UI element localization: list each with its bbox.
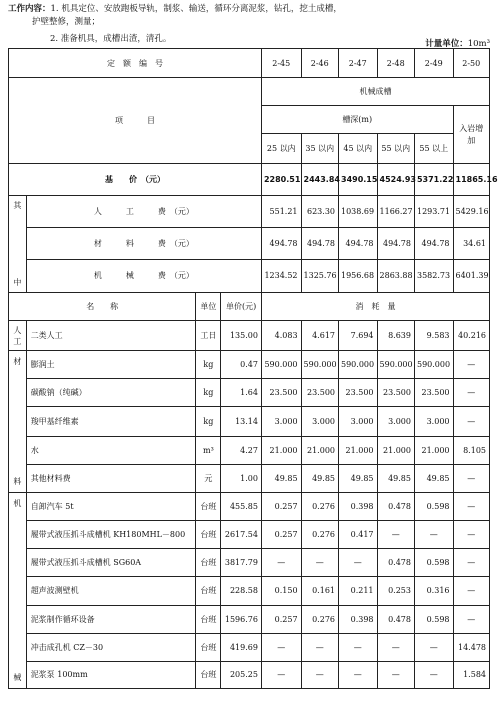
resource-name: 超声波测壁机 bbox=[26, 577, 196, 605]
resource-price: 3817.79 bbox=[221, 549, 262, 577]
category-label bbox=[9, 321, 27, 351]
price-column-header: 单价(元) bbox=[221, 293, 262, 321]
depth-range: 45 以内 bbox=[339, 134, 378, 164]
cost-value: 494.78 bbox=[377, 227, 414, 259]
resource-unit: 台班 bbox=[196, 493, 221, 521]
consumption-value: 0.398 bbox=[339, 605, 378, 633]
consumption-value: — bbox=[453, 379, 490, 407]
consumption-value: 23.500 bbox=[301, 379, 338, 407]
consumption-value: 49.85 bbox=[339, 464, 378, 492]
cost-row-material bbox=[9, 227, 490, 259]
rock-label: 入岩增加 bbox=[453, 106, 490, 164]
resource-name: 泥浆制作循环设备 bbox=[26, 605, 196, 633]
consumption-value: — bbox=[377, 521, 414, 549]
resource-price: 13.14 bbox=[221, 407, 262, 436]
consumption-value: 23.500 bbox=[261, 379, 301, 407]
consumption-value: 21.000 bbox=[261, 436, 301, 464]
consumption-value: — bbox=[414, 633, 453, 661]
cost-value: 494.78 bbox=[339, 227, 378, 259]
consumption-value: 3.000 bbox=[301, 407, 338, 436]
work-content-label: 工作内容： bbox=[8, 4, 51, 14]
consumption-value: 23.500 bbox=[377, 379, 414, 407]
quota-code-label: 定 额 编 号 bbox=[9, 49, 262, 78]
cost-value: 1166.27 bbox=[377, 196, 414, 228]
consumption-value: — bbox=[261, 549, 301, 577]
cost-row-machinery bbox=[9, 259, 490, 292]
group-header-row bbox=[9, 78, 490, 106]
resource-price: 419.69 bbox=[221, 633, 262, 661]
consumption-value: 21.000 bbox=[339, 436, 378, 464]
resource-name: 膨润土 bbox=[26, 351, 196, 379]
resource-price: 205.25 bbox=[221, 661, 262, 688]
consumption-value: — bbox=[377, 661, 414, 688]
category-char: 械 bbox=[13, 673, 22, 682]
consumption-value: 3.000 bbox=[261, 407, 301, 436]
work-content-line-2: 护壁整修，测量； bbox=[32, 17, 101, 27]
consumption-value: 0.398 bbox=[339, 493, 378, 521]
resource-unit: m³ bbox=[196, 436, 221, 464]
base-price-value: 5371.22 bbox=[414, 164, 453, 196]
work-content bbox=[8, 3, 342, 16]
cost-value: 2863.88 bbox=[377, 259, 414, 292]
consumption-value: 590.000 bbox=[301, 351, 338, 379]
consumption-value: — bbox=[453, 577, 490, 605]
consumption-value: — bbox=[261, 661, 301, 688]
cost-value: 3582.73 bbox=[414, 259, 453, 292]
resource-row bbox=[9, 379, 490, 407]
consumption-value: — bbox=[453, 605, 490, 633]
unit-label: 计量单位： bbox=[425, 39, 468, 49]
resource-price: 455.85 bbox=[221, 493, 262, 521]
resource-name: 羧甲基纤维素 bbox=[26, 407, 196, 436]
consumption-value: 590.000 bbox=[414, 351, 453, 379]
quota-table-body bbox=[9, 49, 498, 689]
resource-row bbox=[9, 661, 490, 688]
resource-row bbox=[9, 549, 490, 577]
depth-range: 25 以内 bbox=[261, 134, 301, 164]
consumption-value: — bbox=[301, 633, 338, 661]
consumption-value: 14.478 bbox=[453, 633, 490, 661]
resource-unit: 台班 bbox=[196, 521, 221, 549]
resource-name: 二类人工 bbox=[26, 321, 196, 351]
resource-unit: 台班 bbox=[196, 605, 221, 633]
cost-label: 机 械 费 （元） bbox=[26, 259, 261, 292]
consumption-value: 0.478 bbox=[377, 549, 414, 577]
consumption-value: 590.000 bbox=[339, 351, 378, 379]
consumption-value: — bbox=[414, 661, 453, 688]
resource-price: 0.47 bbox=[221, 351, 262, 379]
consumption-value: 8.105 bbox=[453, 436, 490, 464]
consumption-value: — bbox=[453, 351, 490, 379]
consumption-value: 1.584 bbox=[453, 661, 490, 688]
resource-price: 1596.76 bbox=[221, 605, 262, 633]
cost-label: 人 工 费 （元） bbox=[26, 196, 261, 228]
consumption-value: 0.478 bbox=[377, 605, 414, 633]
depth-range: 55 以上 bbox=[414, 134, 453, 164]
consumption-header-row bbox=[9, 293, 490, 321]
cost-value: 34.61 bbox=[453, 227, 490, 259]
resource-unit: 台班 bbox=[196, 577, 221, 605]
consumption-value: 49.85 bbox=[301, 464, 338, 492]
consumption-value: 0.257 bbox=[261, 605, 301, 633]
resource-row bbox=[9, 521, 490, 549]
resource-price: 4.27 bbox=[221, 436, 262, 464]
resource-unit: 台班 bbox=[196, 661, 221, 688]
resource-unit: 工日 bbox=[196, 321, 221, 351]
resource-row bbox=[9, 633, 490, 661]
quota-code: 2-50 bbox=[453, 49, 490, 78]
resource-row bbox=[9, 407, 490, 436]
cost-value: 1325.76 bbox=[301, 259, 338, 292]
of-which-label bbox=[9, 196, 27, 293]
base-price-row bbox=[9, 164, 490, 196]
resource-name: 自卸汽车 5t bbox=[26, 493, 196, 521]
consumption-value: 4.083 bbox=[261, 321, 301, 351]
resource-row bbox=[9, 464, 490, 492]
consumption-value: 0.276 bbox=[301, 493, 338, 521]
resource-price: 1.64 bbox=[221, 379, 262, 407]
consumption-value: 3.000 bbox=[377, 407, 414, 436]
consumption-value: — bbox=[414, 521, 453, 549]
depth-range: 55 以内 bbox=[377, 134, 414, 164]
resource-row bbox=[9, 321, 490, 351]
cost-label: 材 料 费 （元） bbox=[26, 227, 261, 259]
category-char: 材 bbox=[13, 357, 22, 366]
consumption-value: 0.598 bbox=[414, 605, 453, 633]
consumption-value: 0.253 bbox=[377, 577, 414, 605]
consumption-value: 0.478 bbox=[377, 493, 414, 521]
category-label bbox=[9, 351, 27, 493]
consumption-value: 0.598 bbox=[414, 493, 453, 521]
resource-unit: 台班 bbox=[196, 633, 221, 661]
base-price-value: 11865.16 bbox=[453, 164, 490, 196]
cost-value: 494.78 bbox=[261, 227, 301, 259]
consumption-value: 23.500 bbox=[339, 379, 378, 407]
resource-unit: 元 bbox=[196, 464, 221, 492]
resource-name: 碳酸钠（纯碱） bbox=[26, 379, 196, 407]
consumption-value: 3.000 bbox=[339, 407, 378, 436]
cost-value: 494.78 bbox=[414, 227, 453, 259]
cost-value: 623.30 bbox=[301, 196, 338, 228]
consumption-value: 3.000 bbox=[414, 407, 453, 436]
consumption-value: 0.316 bbox=[414, 577, 453, 605]
name-column-header: 名 称 bbox=[9, 293, 196, 321]
resource-row bbox=[9, 436, 490, 464]
consumption-value: — bbox=[261, 633, 301, 661]
resource-name: 履带式液压抓斗成槽机 SG60A bbox=[26, 549, 196, 577]
consumption-value: 21.000 bbox=[414, 436, 453, 464]
consumption-value: 9.583 bbox=[414, 321, 453, 351]
consumption-value: — bbox=[453, 521, 490, 549]
cost-value: 551.21 bbox=[261, 196, 301, 228]
consumption-value: 21.000 bbox=[377, 436, 414, 464]
consumption-value: 8.639 bbox=[377, 321, 414, 351]
consumption-value: 0.598 bbox=[414, 549, 453, 577]
base-price-label: 基 价 （元） bbox=[9, 164, 262, 196]
group-label: 机械成槽 bbox=[261, 78, 489, 106]
consumption-value: — bbox=[339, 661, 378, 688]
depth-label: 槽深(m) bbox=[261, 106, 453, 134]
consumption-value: 7.694 bbox=[339, 321, 378, 351]
base-price-value: 4524.93 bbox=[377, 164, 414, 196]
quota-code: 2-46 bbox=[301, 49, 338, 78]
consumption-value: 0.276 bbox=[301, 521, 338, 549]
unit-column-header: 单位 bbox=[196, 293, 221, 321]
unit-value: 10m³ bbox=[467, 39, 490, 49]
resource-name: 其他材料费 bbox=[26, 464, 196, 492]
consumption-value: 21.000 bbox=[301, 436, 338, 464]
resource-unit: kg bbox=[196, 351, 221, 379]
of-which-bottom: 中 bbox=[13, 278, 22, 287]
consumption-value: 590.000 bbox=[377, 351, 414, 379]
resource-unit: kg bbox=[196, 407, 221, 436]
work-content-line-1: 1. 机具定位、安放跑板导轨，制浆、输送，循环分离泥浆，钻孔，挖土成槽， bbox=[50, 4, 342, 14]
resource-row bbox=[9, 577, 490, 605]
quota-code: 2-48 bbox=[377, 49, 414, 78]
item-label: 项 目 bbox=[9, 78, 262, 164]
consumption-value: — bbox=[453, 407, 490, 436]
consumption-value: 23.500 bbox=[414, 379, 453, 407]
resource-name: 履带式液压抓斗成槽机 KH180MHL－800 bbox=[26, 521, 196, 549]
consumption-value: 49.85 bbox=[377, 464, 414, 492]
category-char: 工 bbox=[13, 336, 22, 346]
consumption-header: 消 耗 量 bbox=[261, 293, 489, 321]
category-char: 人 bbox=[13, 325, 22, 335]
quota-table bbox=[8, 48, 498, 689]
resource-row bbox=[9, 605, 490, 633]
consumption-value: 49.85 bbox=[414, 464, 453, 492]
quota-code: 2-47 bbox=[339, 49, 378, 78]
quota-code: 2-45 bbox=[261, 49, 301, 78]
consumption-value: — bbox=[453, 493, 490, 521]
consumption-value: 0.161 bbox=[301, 577, 338, 605]
consumption-value: 0.150 bbox=[261, 577, 301, 605]
resource-price: 228.58 bbox=[221, 577, 262, 605]
cost-value: 1293.71 bbox=[414, 196, 453, 228]
resource-row bbox=[9, 493, 490, 521]
resource-unit: kg bbox=[196, 379, 221, 407]
resource-name: 冲击成孔机 CZ－30 bbox=[26, 633, 196, 661]
cost-value: 1038.69 bbox=[339, 196, 378, 228]
resource-price: 2617.54 bbox=[221, 521, 262, 549]
consumption-value: — bbox=[453, 464, 490, 492]
cost-value: 1956.68 bbox=[339, 259, 378, 292]
consumption-value: — bbox=[301, 549, 338, 577]
cost-value: 5429.16 bbox=[453, 196, 490, 228]
resource-name: 水 bbox=[26, 436, 196, 464]
of-which-top: 其 bbox=[13, 201, 22, 210]
cost-row-labour bbox=[9, 196, 490, 228]
category-char: 机 bbox=[13, 499, 22, 508]
consumption-value: — bbox=[377, 633, 414, 661]
consumption-value: 4.617 bbox=[301, 321, 338, 351]
consumption-value: 0.417 bbox=[339, 521, 378, 549]
base-price-value: 3490.15 bbox=[339, 164, 378, 196]
consumption-value: — bbox=[339, 633, 378, 661]
consumption-value: 49.85 bbox=[261, 464, 301, 492]
consumption-value: 40.216 bbox=[453, 321, 490, 351]
depth-range: 35 以内 bbox=[301, 134, 338, 164]
resource-unit: 台班 bbox=[196, 549, 221, 577]
category-label bbox=[9, 493, 27, 689]
consumption-value: 590.000 bbox=[261, 351, 301, 379]
cost-value: 1234.52 bbox=[261, 259, 301, 292]
quota-code: 2-49 bbox=[414, 49, 453, 78]
consumption-value: — bbox=[339, 549, 378, 577]
consumption-value: — bbox=[453, 549, 490, 577]
resource-price: 1.00 bbox=[221, 464, 262, 492]
quota-code-row bbox=[9, 49, 490, 78]
consumption-value: 0.257 bbox=[261, 493, 301, 521]
consumption-value: 0.257 bbox=[261, 521, 301, 549]
category-char: 料 bbox=[13, 477, 22, 486]
base-price-value: 2443.84 bbox=[301, 164, 338, 196]
base-price-value: 2280.51 bbox=[261, 164, 301, 196]
consumption-value: — bbox=[301, 661, 338, 688]
work-content-line-3: 2. 准备机具，成槽出渣，清孔。 bbox=[50, 34, 172, 44]
resource-row bbox=[9, 351, 490, 379]
consumption-value: 0.211 bbox=[339, 577, 378, 605]
resource-name: 泥浆泵 100mm bbox=[26, 661, 196, 688]
consumption-value: 0.276 bbox=[301, 605, 338, 633]
cost-value: 6401.39 bbox=[453, 259, 490, 292]
cost-value: 494.78 bbox=[301, 227, 338, 259]
resource-price: 135.00 bbox=[221, 321, 262, 351]
